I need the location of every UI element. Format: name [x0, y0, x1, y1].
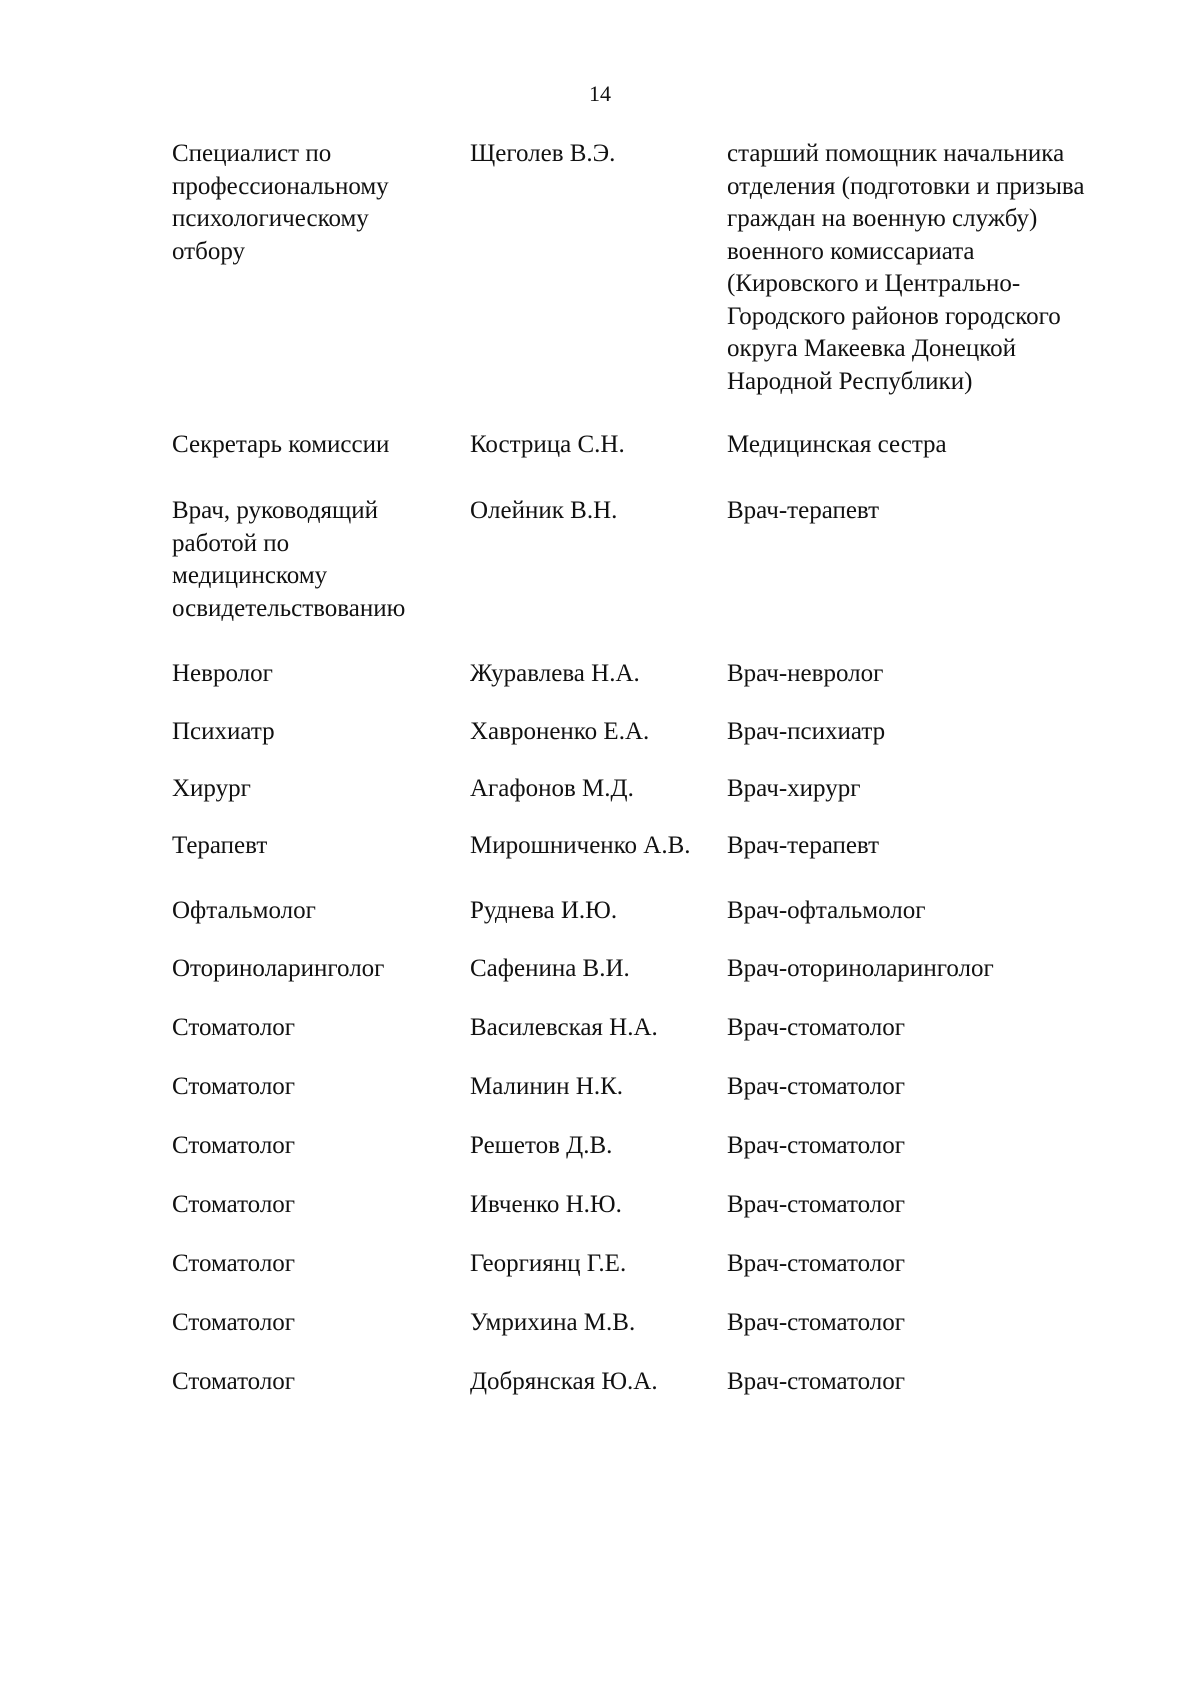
row-role: Хирург: [172, 775, 251, 802]
row-position: Врач-терапевт: [727, 832, 880, 859]
row-position: Врач-стоматолог: [727, 1368, 905, 1395]
row-name: Агафонов М.Д.: [470, 775, 634, 802]
row-position: Врач-офтальмолог: [727, 897, 926, 924]
row-role: Стоматолог: [172, 1014, 296, 1041]
row-role: Стоматолог: [172, 1368, 296, 1395]
row-role: Секретарь комиссии: [172, 431, 390, 458]
row-name: Георгиянц Г.Е.: [470, 1250, 627, 1277]
row-position: Врач-невролог: [727, 660, 884, 687]
row-role: Специалист по профессиональному психологическому отбору: [172, 140, 389, 265]
row-role: Психиатр: [172, 718, 275, 745]
row-name: Василевская Н.А.: [470, 1014, 658, 1041]
row-position: Врач-стоматолог: [727, 1014, 905, 1041]
row-name: Руднева И.Ю.: [470, 897, 618, 924]
row-role: Невролог: [172, 660, 273, 687]
row-role: Стоматолог: [172, 1309, 296, 1336]
row-name: Умрихина М.В.: [470, 1309, 636, 1336]
row-role: Стоматолог: [172, 1073, 296, 1100]
row-position: Медицинская сестра: [727, 431, 947, 458]
row-name: Олейник В.Н.: [470, 497, 618, 524]
row-name: Журавлева Н.А.: [470, 660, 640, 687]
row-role: Стоматолог: [172, 1250, 296, 1277]
row-position: Врач-терапевт: [727, 497, 880, 524]
row-position: Врач-стоматолог: [727, 1073, 905, 1100]
row-role: Врач, руководящий работой по медицинскому освидетельствованию: [172, 497, 406, 622]
row-name: Мирошниченко А.В.: [470, 832, 691, 859]
row-name: Ивченко Н.Ю.: [470, 1191, 622, 1218]
row-name: Щеголев В.Э.: [470, 140, 616, 167]
page-number: 14: [589, 81, 611, 106]
row-role: Оториноларинголог: [172, 955, 385, 982]
row-role: Стоматолог: [172, 1191, 296, 1218]
row-role: Терапевт: [172, 832, 268, 859]
row-name: Малинин Н.К.: [470, 1073, 624, 1100]
row-position: Врач-психиатр: [727, 718, 886, 745]
row-position: старший помощник начальника отделения (подготовки и призыва граждан на военную службу) военного комиссариата (Кировского и Центрально- Городского районов городского округа Макеевка Донецкой Народной Республики): [727, 140, 1085, 395]
row-name: Добрянская Ю.А.: [470, 1368, 658, 1395]
row-position: Врач-оториноларинголог: [727, 955, 994, 982]
row-position: Врач-стоматолог: [727, 1191, 905, 1218]
row-position: Врач-стоматолог: [727, 1309, 905, 1336]
row-name: Решетов Д.В.: [470, 1132, 613, 1159]
row-position: Врач-стоматолог: [727, 1250, 905, 1277]
row-position: Врач-стоматолог: [727, 1132, 905, 1159]
row-name: Сафенина В.И.: [470, 955, 630, 982]
row-role: Стоматолог: [172, 1132, 296, 1159]
row-position: Врач-хирург: [727, 775, 861, 802]
row-name: Хавроненко Е.А.: [470, 718, 650, 745]
row-name: Кострица С.Н.: [470, 431, 625, 458]
row-role: Офтальмолог: [172, 897, 316, 924]
